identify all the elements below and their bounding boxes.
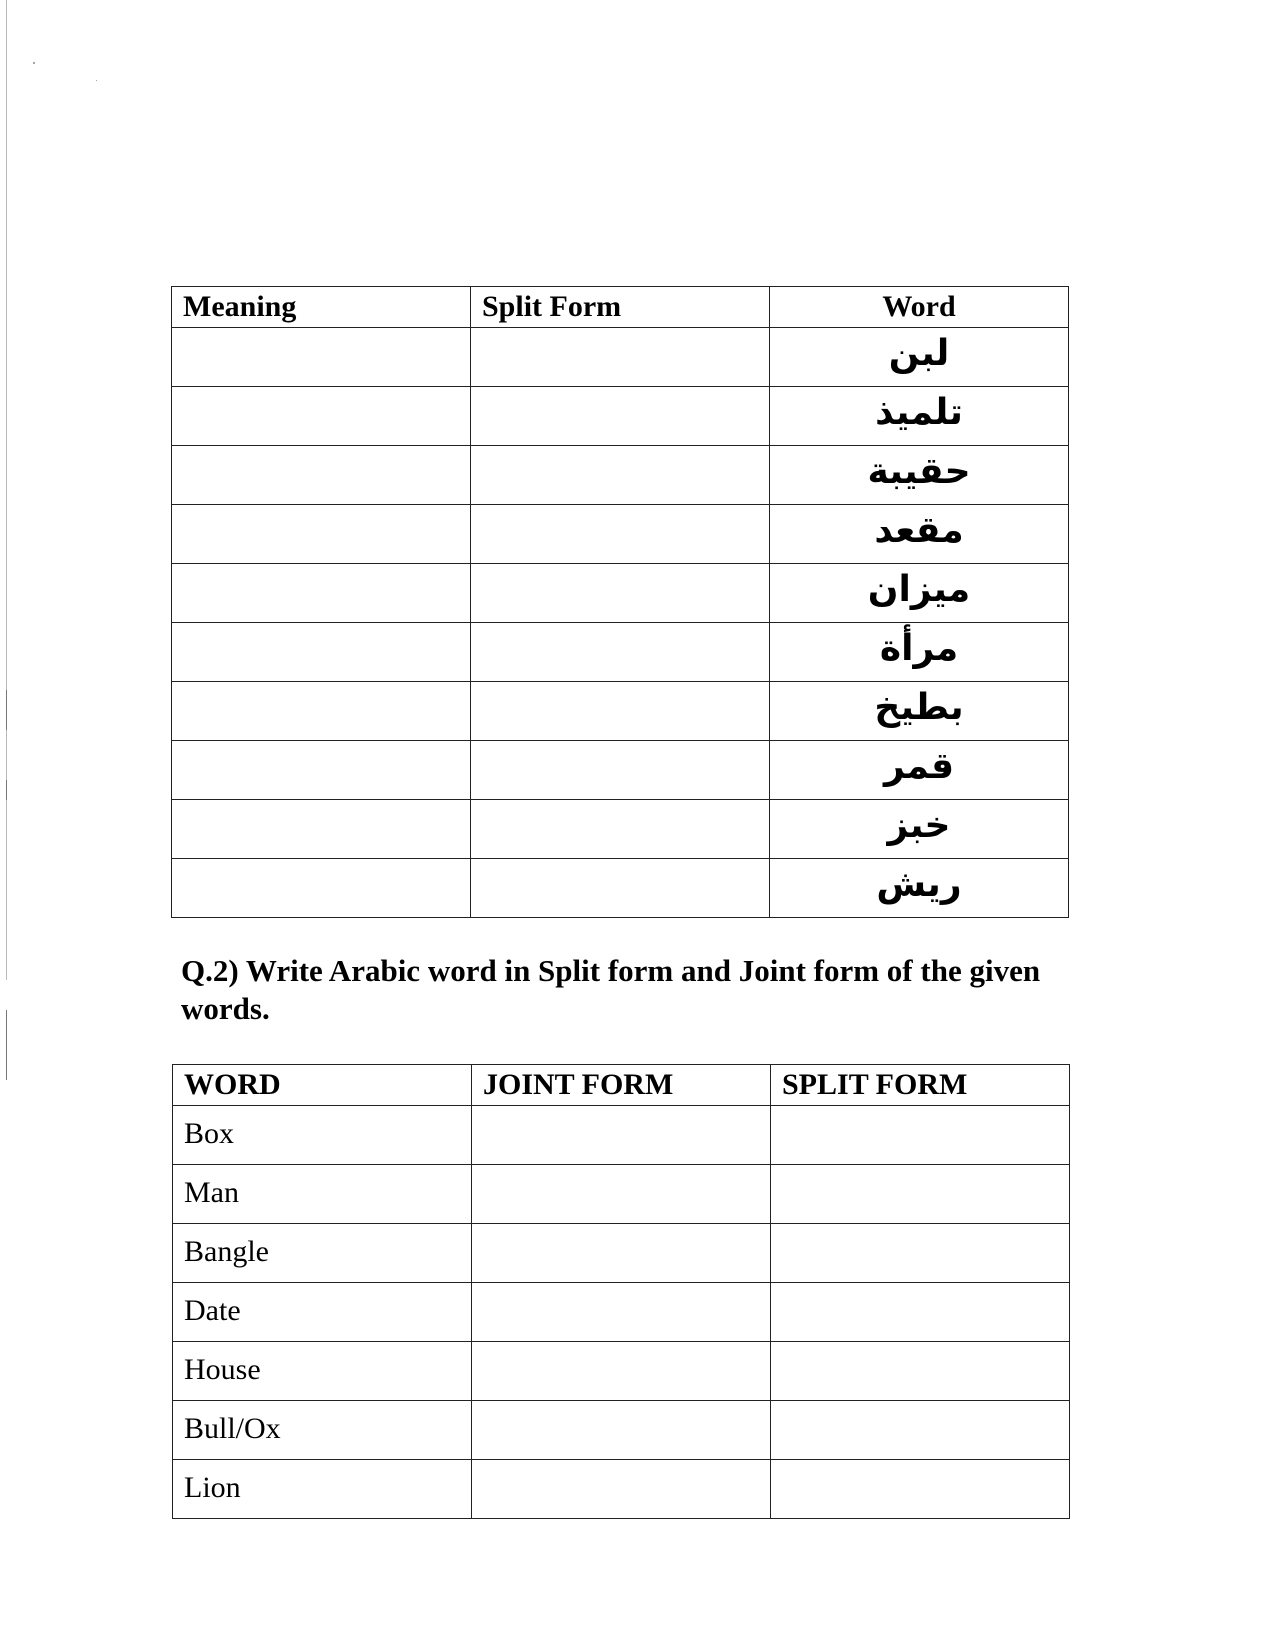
arabic-word: لبن [770,328,1069,387]
split-form-answer-cell[interactable] [771,1224,1070,1283]
split-form-header: SPLIT FORM [771,1065,1070,1106]
arabic-word: خبز [770,800,1069,859]
meaning-answer-cell[interactable] [172,623,471,682]
table-row [173,1224,1070,1283]
table-row [172,505,1069,564]
split-form-answer-cell[interactable] [471,564,770,623]
table-row [172,859,1069,918]
split-form-answer-cell[interactable] [771,1460,1070,1519]
meaning-answer-cell[interactable] [172,859,471,918]
meaning-answer-cell[interactable] [172,387,471,446]
table-row [173,1106,1070,1165]
split-form-answer-cell[interactable] [471,505,770,564]
joint-form-answer-cell[interactable] [472,1283,771,1342]
split-form-answer-cell[interactable] [471,446,770,505]
meaning-answer-cell[interactable] [172,505,471,564]
joint-form-answer-cell[interactable] [472,1224,771,1283]
arabic-word: بطيخ [770,682,1069,741]
split-form-answer-cell[interactable] [771,1106,1070,1165]
scan-speck [96,80,97,81]
table-row [173,1165,1070,1224]
table-row [173,1342,1070,1401]
meaning-answer-cell[interactable] [172,741,471,800]
scan-speck [33,62,35,64]
joint-form-answer-cell[interactable] [472,1342,771,1401]
split-form-answer-cell[interactable] [471,682,770,741]
english-word: Bull/Ox [173,1401,472,1460]
table-row [173,1401,1070,1460]
meaning-answer-cell[interactable] [172,800,471,859]
joint-form-answer-cell[interactable] [472,1460,771,1519]
split-form-answer-cell[interactable] [771,1165,1070,1224]
english-word: Box [173,1106,472,1165]
arabic-word: حقيبة [770,446,1069,505]
split-form-answer-cell[interactable] [471,623,770,682]
meaning-answer-cell[interactable] [172,446,471,505]
table-row [172,800,1069,859]
arabic-word: قمر [770,741,1069,800]
arabic-word: مرأة [770,623,1069,682]
scan-edge-mark [6,690,7,730]
split-form-header: Split Form [471,287,770,328]
meaning-answer-cell[interactable] [172,328,471,387]
word-header: WORD [173,1065,472,1106]
split-form-answer-cell[interactable] [471,741,770,800]
joint-split-table [172,1064,1070,1519]
meaning-answer-cell[interactable] [172,564,471,623]
table-header-row [173,1065,1070,1106]
meaning-answer-cell[interactable] [172,682,471,741]
question-2-heading: Q.2) Write Arabic word in Split form and Joint form of the given words. [181,953,1041,1026]
table-row [173,1460,1070,1519]
table-row [172,328,1069,387]
arabic-word: تلميذ [770,387,1069,446]
table-row [172,387,1069,446]
split-form-answer-cell[interactable] [471,387,770,446]
split-form-answer-cell[interactable] [771,1283,1070,1342]
split-form-answer-cell[interactable] [771,1401,1070,1460]
table-row [173,1283,1070,1342]
scan-edge-line [6,0,7,980]
english-word: Bangle [173,1224,472,1283]
arabic-word: ريش [770,859,1069,918]
table-row [172,623,1069,682]
table-row [172,564,1069,623]
split-form-answer-cell[interactable] [771,1342,1070,1401]
arabic-word: ميزان [770,564,1069,623]
arabic-word: مقعد [770,505,1069,564]
joint-form-answer-cell[interactable] [472,1106,771,1165]
english-word: Man [173,1165,472,1224]
split-form-answer-cell[interactable] [471,859,770,918]
table-header-row [172,287,1069,328]
split-form-answer-cell[interactable] [471,328,770,387]
table-row [172,446,1069,505]
english-word: Lion [173,1460,472,1519]
scan-edge-mark [6,780,7,800]
meaning-header: Meaning [172,287,471,328]
joint-form-answer-cell[interactable] [472,1401,771,1460]
table-row [172,741,1069,800]
word-header: Word [770,287,1069,328]
vocabulary-table [171,286,1069,918]
scan-edge-mark [6,1010,7,1080]
english-word: Date [173,1283,472,1342]
table-row [172,682,1069,741]
split-form-answer-cell[interactable] [471,800,770,859]
joint-form-answer-cell[interactable] [472,1165,771,1224]
english-word: House [173,1342,472,1401]
joint-form-header: JOINT FORM [472,1065,771,1106]
